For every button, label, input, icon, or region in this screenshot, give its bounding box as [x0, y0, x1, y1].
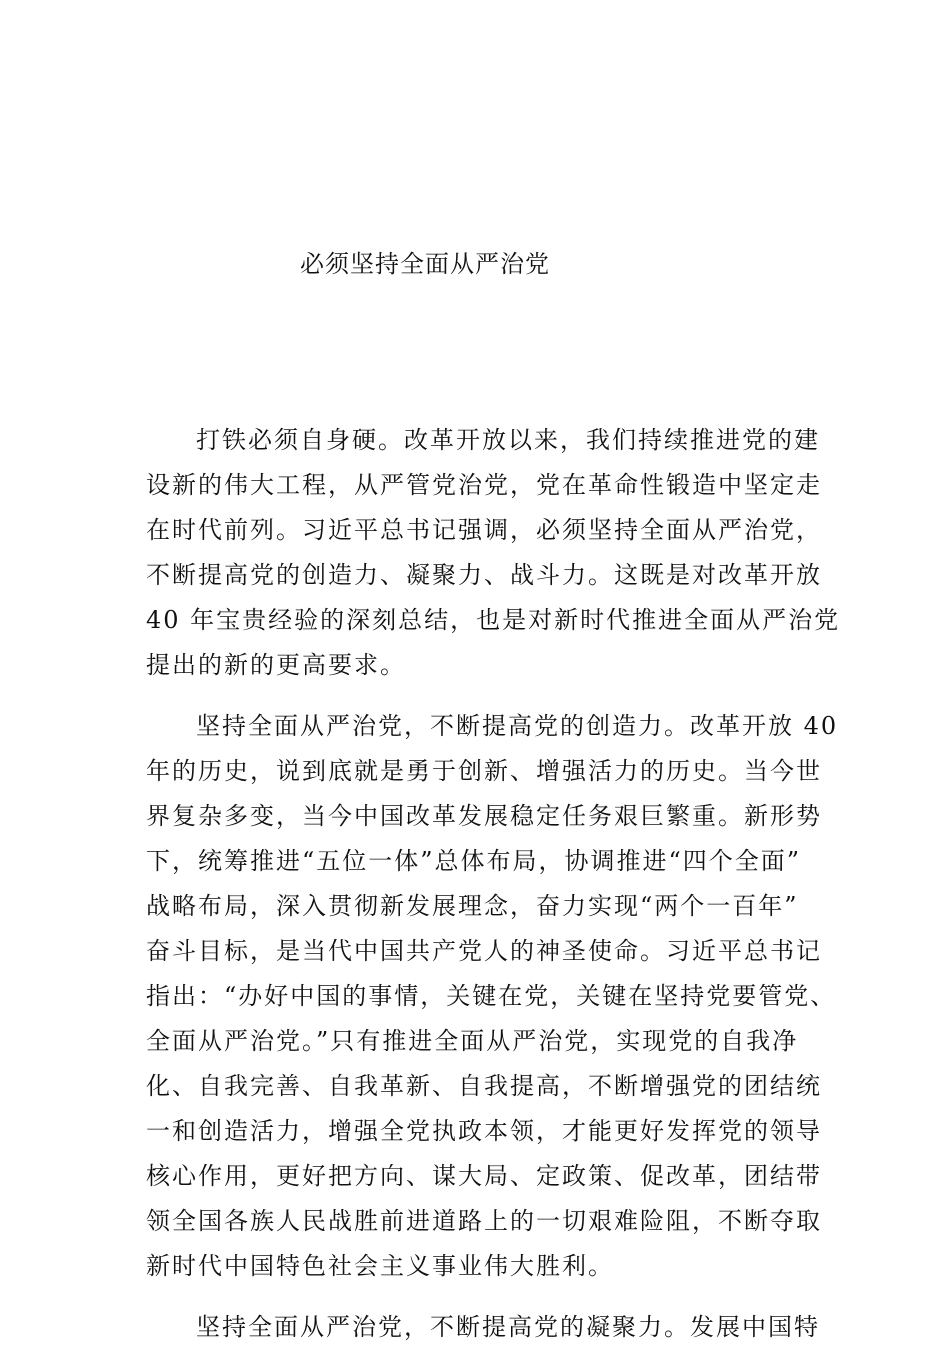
paragraph-line: 领全国各族人民战胜前进道路上的一切艰难险阻，不断夺取	[146, 1207, 822, 1235]
paragraph-line: 界复杂多变，当今中国改革发展稳定任务艰巨繁重。新形势	[146, 802, 822, 830]
paragraph-line: 40 年宝贵经验的深刻总结，也是对新时代推进全面从严治党	[146, 606, 841, 634]
paragraph-2	[146, 704, 839, 1289]
paragraph-line: 不断提高党的创造力、凝聚力、战斗力。这既是对改革开放	[146, 561, 822, 589]
paragraph-line: 坚持全面从严治党，不断提高党的创造力。改革开放 40	[196, 712, 839, 740]
paragraph-line: 提出的新的更高要求。	[146, 651, 406, 679]
paragraph-line: 核心作用，更好把方向、谋大局、定政策、促改革，团结带	[146, 1162, 822, 1190]
paragraph-line: 化、自我完善、自我革新、自我提高，不断增强党的团结统	[146, 1072, 822, 1100]
document-title: 必须坚持全面从严治党	[300, 250, 550, 278]
paragraph-line: 在时代前列。习近平总书记强调，必须坚持全面从严治党，	[146, 516, 822, 544]
paragraph-3	[146, 1305, 826, 1350]
paragraph-line: 年的历史，说到底就是勇于创新、增强活力的历史。当今世	[146, 757, 822, 785]
paragraph-line: 奋斗目标，是当代中国共产党人的神圣使命。习近平总书记	[146, 937, 822, 965]
paragraph-line: 全面从严治党。”只有推进全面从严治党，实现党的自我净	[146, 1027, 799, 1055]
document-body	[146, 418, 841, 1366]
paragraph-line: 一和创造活力，增强全党执政本领，才能更好发挥党的领导	[146, 1117, 822, 1145]
paragraph-line: 打铁必须自身硬。改革开放以来，我们持续推进党的建	[196, 426, 820, 454]
paragraph-line: 下，统筹推进“五位一体”总体布局，协调推进“四个全面”	[146, 847, 802, 875]
paragraph-line: 坚持全面从严治党，不断提高党的凝聚力。发展中国特	[196, 1313, 820, 1341]
paragraph-line: 指出：“办好中国的事情，关键在党，关键在坚持党要管党、	[146, 982, 837, 1010]
paragraph-line: 设新的伟大工程，从严管党治党，党在革命性锻造中坚定走	[146, 471, 822, 499]
paragraph-line: 新时代中国特色社会主义事业伟大胜利。	[146, 1252, 614, 1280]
paragraph-1	[146, 418, 841, 688]
paragraph-line: 战略布局，深入贯彻新发展理念，奋力实现“两个一百年”	[146, 892, 799, 920]
